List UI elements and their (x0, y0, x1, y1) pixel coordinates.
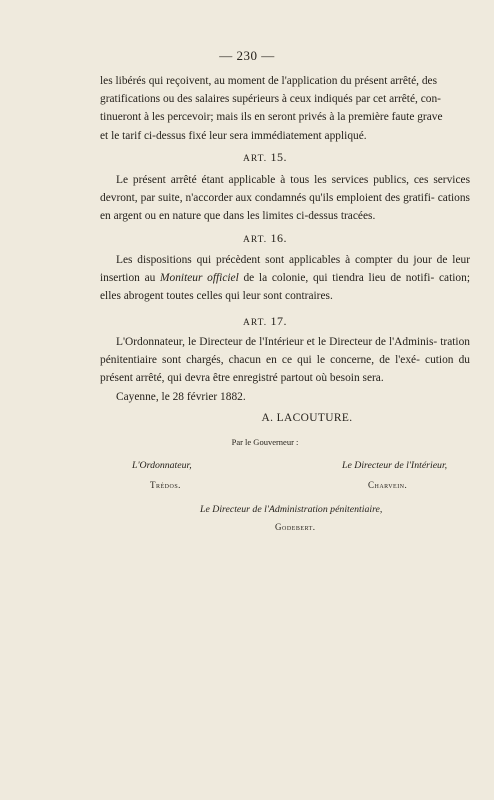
text-segment: leur insertion au (100, 254, 470, 285)
ordonnateur-name: Trédos. (150, 480, 181, 490)
ordonnateur-role: L'Ordonnateur, (132, 460, 192, 471)
paragraph-continuation (100, 72, 470, 145)
text-line: cations en argent ou en nature que dans les limites ci-dessus tracées. (100, 192, 470, 223)
article-15-heading (18, 150, 494, 165)
text-line: Le présent arrêté étant applicable à tous les services publics, ces services (116, 174, 470, 186)
text-line: et le tarif ci-dessus fixé leur sera immédiatement appliqué. (100, 129, 367, 142)
text-line: L'Ordonnateur, le Directeur de l'Intérieur et le Directeur de l'Adminis- (116, 336, 438, 348)
article-16-heading (18, 231, 494, 246)
text-line: cation; elles abrogent toutes celles qui leur sont contraires. (100, 272, 470, 303)
article-number: 17. (270, 314, 287, 328)
interieur-name: Charvein. (368, 480, 408, 490)
article-number: 16. (270, 231, 287, 245)
interieur-role: Le Directeur de l'Intérieur, (342, 460, 448, 471)
text-line: tinueront à les percevoir; mais ils en seront privés à la première faute grave (100, 111, 443, 124)
article-prefix: ART. (243, 235, 268, 245)
moniteur-officiel-italic: Moniteur officiel (160, 272, 239, 285)
article-16-text (100, 251, 470, 306)
article-number: 15. (270, 150, 287, 164)
text-line: devront, par suite, n'accorder aux condamnés qu'ils emploient des gratifi- (100, 192, 435, 205)
article-17-heading (18, 314, 494, 329)
page-number: — 230 — (219, 48, 275, 63)
text-line: tration pénitentiaire sont chargés, chacun en ce qui le concerne, de l'exé- (100, 336, 470, 367)
text-segment: de la colonie, qui tiendra lieu de notifi- (238, 272, 435, 285)
governor-signature: A. LACOUTURE. (261, 412, 353, 424)
text-line: les libérés qui reçoivent, au moment de l'application du présent arrêté, des (100, 75, 438, 87)
text-line: Les dispositions qui précèdent sont applicables à compter du jour de (116, 254, 448, 266)
administration-role: Le Directeur de l'Administration pénitentiaire, (200, 504, 383, 515)
article-prefix: ART. (243, 154, 268, 164)
text-line: cution du présent arrêté, qui devra être enregistré partout où besoin sera. (100, 354, 470, 385)
administration-name: Godebert. (275, 522, 316, 532)
par-le-gouverneur: Par le Gouverneur : (231, 437, 299, 447)
date-line: Cayenne, le 28 février 1882. (116, 390, 246, 403)
text-line: gratifications ou des salaires supérieurs à ceux indiqués par cet arrêté, con- (100, 93, 441, 106)
article-15-text (100, 171, 470, 226)
article-prefix: ART. (243, 318, 268, 328)
article-17-text (100, 333, 470, 406)
